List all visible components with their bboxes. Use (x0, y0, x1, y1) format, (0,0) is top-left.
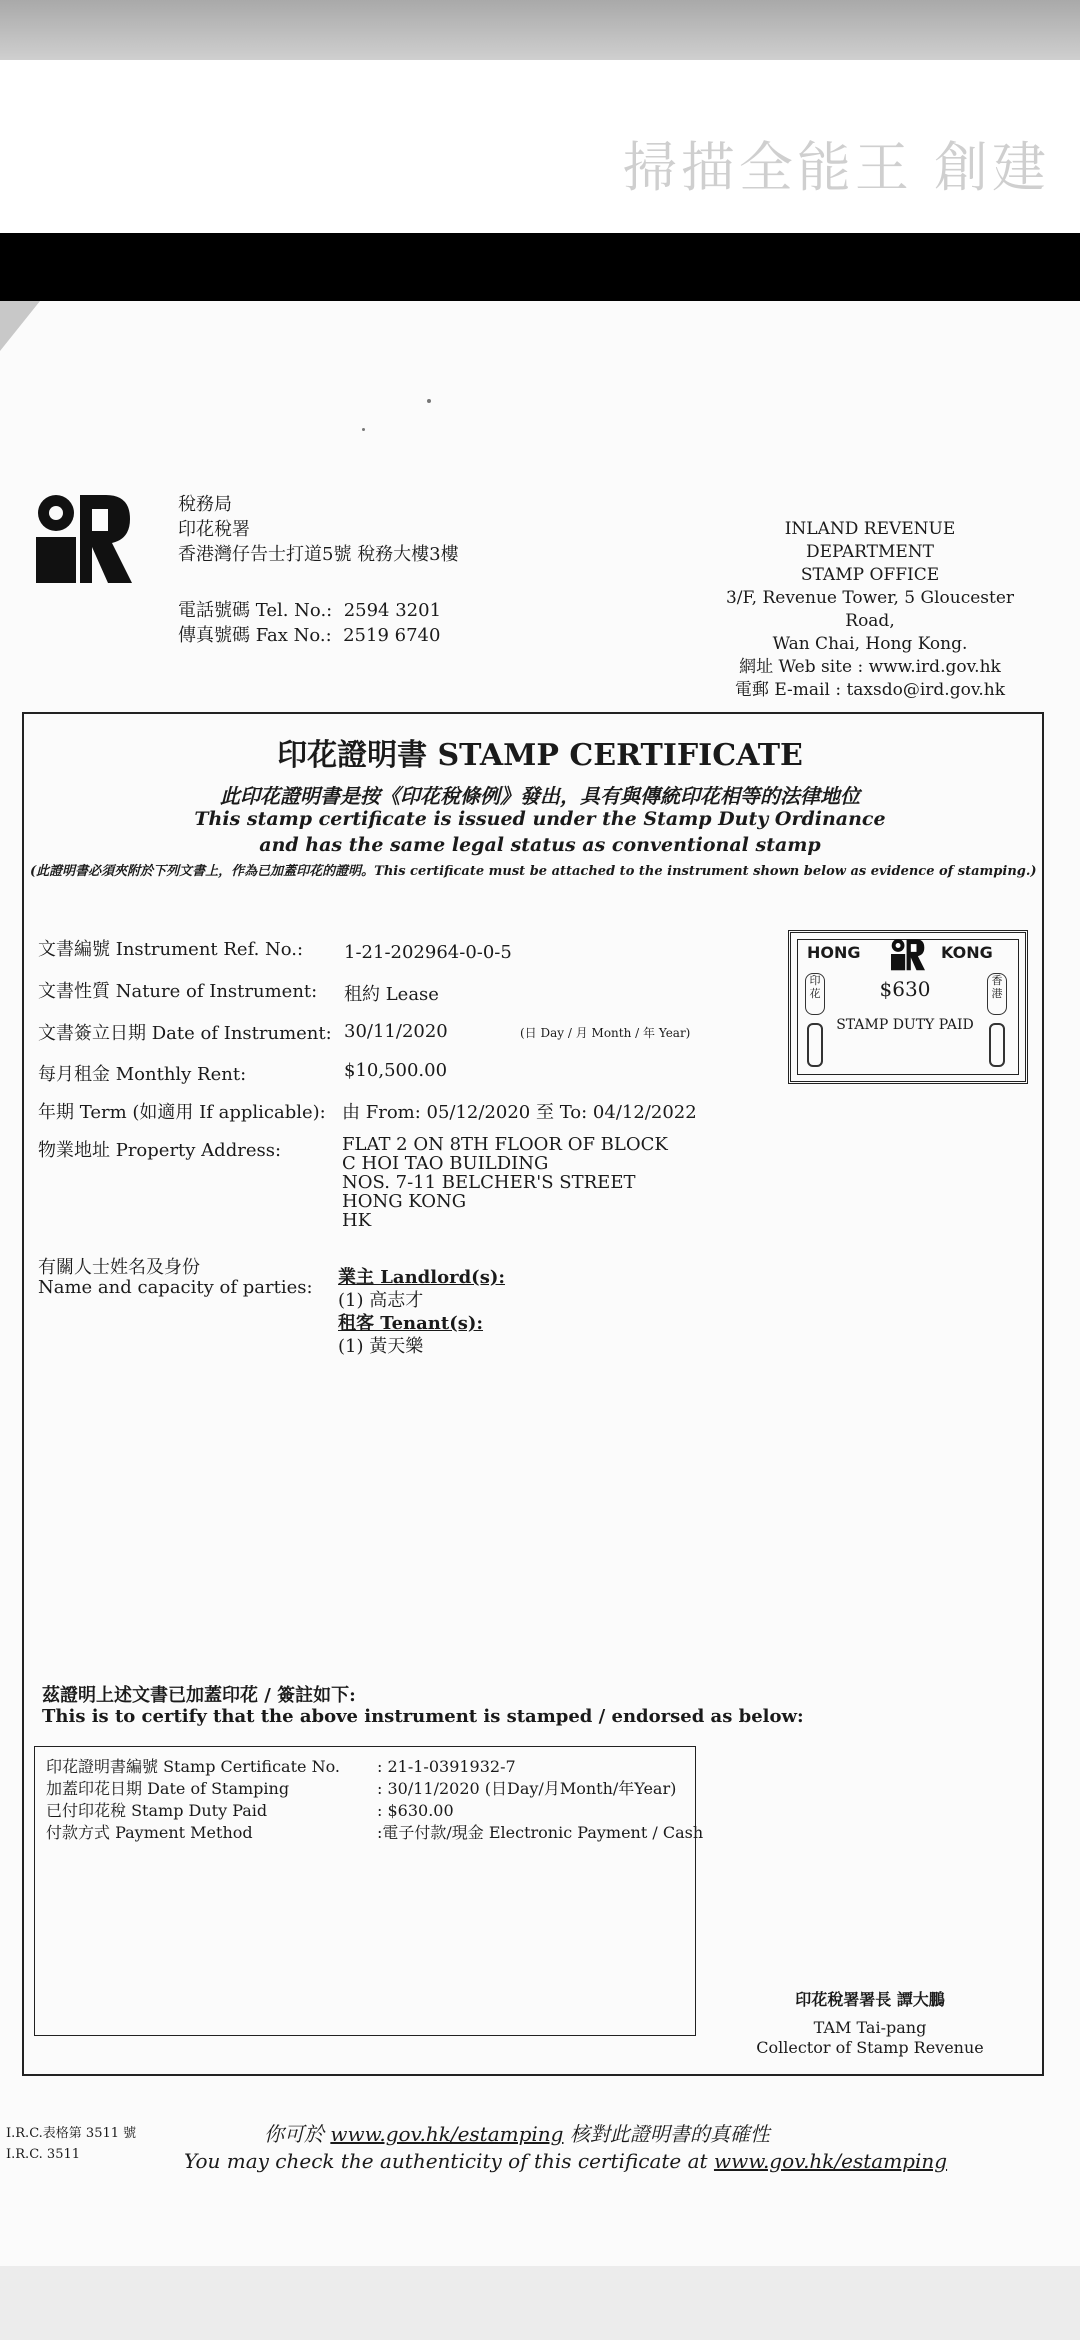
paper-corner-shadow (0, 301, 40, 351)
stamp-cert-no: : 21-1-0391932-7 (377, 1757, 516, 1776)
stamp-label: STAMP DUTY PAID (836, 1017, 974, 1033)
tel-label: 電話號碼 Tel. No.: (178, 600, 333, 621)
endorsement-labels (46, 1756, 340, 1844)
ird-logo-icon (34, 489, 134, 585)
fax-value: 2519 6740 (343, 625, 441, 646)
address-line: C HOI TAO BUILDING (342, 1153, 549, 1174)
header-line: 電郵 E-mail : taxsdo@ird.gov.hk (734, 680, 1006, 700)
verify-en (184, 2149, 947, 2173)
speck (362, 428, 365, 431)
header-line: Wan Chai, Hong Kong. (772, 634, 968, 654)
stamp-kong: KONG (941, 943, 993, 962)
address-label: 物業地址 Property Address: (38, 1140, 282, 1161)
address-line: NOS. 7-11 BELCHER'S STREET (342, 1172, 636, 1193)
header-line: 3/F, Revenue Tower, 5 Gloucester Road, (725, 588, 1015, 631)
seal-right-text: 香港 (991, 974, 1003, 1000)
header-line: 網址 Web site : www.ird.gov.hk (739, 657, 1001, 677)
endorsement-label: 付款方式 Payment Method (46, 1823, 253, 1842)
address-line: HONG KONG (342, 1191, 467, 1212)
form-number (6, 2123, 136, 2165)
stamping-date: : 30/11/2020 (日Day/月Month/年Year) (377, 1779, 677, 1798)
parties-value (338, 1266, 505, 1358)
verify-link-en[interactable]: www.gov.hk/estamping (713, 2149, 948, 2173)
ref-label: 文書編號 Instrument Ref. No.: (38, 939, 304, 960)
parties-label-en: Name and capacity of parties: (38, 1277, 313, 1298)
scroll-right-icon (989, 1023, 1005, 1067)
date-label: 文書簽立日期 Date of Instrument: (38, 1023, 332, 1044)
header-right-address (720, 518, 1020, 702)
address-line: FLAT 2 ON 8TH FLOOR OF BLOCK (342, 1134, 668, 1155)
header-line: STAMP OFFICE (800, 565, 940, 585)
signature-cn: 印花稅署署長 譚大鵬 (795, 1990, 945, 2009)
landlord-label: 業主 Landlord(s): (338, 1267, 505, 1288)
stamp-duty-seal (788, 930, 1028, 1084)
endorsement-label: 已付印花稅 Stamp Duty Paid (46, 1801, 268, 1820)
verify-cn (264, 2118, 770, 2147)
endorsement-label: 加蓋印花日期 Date of Stamping (46, 1779, 290, 1798)
form-number-cn: I.R.C.表格第 3511 號 (6, 2126, 137, 2141)
rent-label: 每月租金 Monthly Rent: (38, 1064, 247, 1085)
landlord-value: (1) 高志才 (338, 1290, 424, 1311)
term-value: 由 From: 05/12/2020 至 To: 04/12/2022 (342, 1102, 697, 1123)
top-status-bar (0, 0, 1080, 60)
term-label: 年期 Term (如適用 If applicable): (38, 1102, 326, 1123)
header-contact (178, 598, 441, 648)
date-value: 30/11/2020 (344, 1021, 448, 1042)
ref-value: 1-21-202964-0-0-5 (344, 942, 512, 963)
stamp-logo-icon (889, 937, 927, 975)
header-line: 香港灣仔告士打道5號 稅務大樓3樓 (178, 544, 459, 565)
endorsement-label: 印花證明書編號 Stamp Certificate No. (46, 1757, 341, 1776)
subtitle-cn: 此印花證明書是按《印花稅條例》發出，具有與傳統印花相等的法律地位 (220, 784, 860, 808)
signature-block (740, 1990, 1000, 2058)
scroll-left-icon (807, 1023, 823, 1067)
address-line: HK (342, 1210, 372, 1231)
header-line: 稅務局 (178, 494, 232, 515)
certify-cn: 茲證明上述文書已加蓋印花 / 簽註如下: (42, 1685, 356, 1706)
nature-label: 文書性質 Nature of Instrument: (38, 981, 318, 1002)
verify-link-cn[interactable]: www.gov.hk/estamping (330, 2122, 564, 2146)
attach-note: (此證明書必須夾附於下列文書上，作為已加蓋印花的證明。This certificate must be attached to the instrument shown below as evidence of stamping.) (30, 864, 1037, 879)
endorsement-values (377, 1756, 703, 1844)
certificate-title: 印花證明書 STAMP CERTIFICATE (277, 738, 803, 773)
date-format: (日 Day / 月 Month / 年 Year) (520, 1026, 691, 1040)
stamp-amount: $630 (879, 977, 931, 1001)
seal-left-icon (805, 973, 825, 1015)
subtitle-en-2: and has the same legal status as conventional stamp (259, 834, 821, 856)
form-number-en: I.R.C. 3511 (6, 2147, 81, 2162)
seal-right-icon (987, 973, 1007, 1015)
rent-value: $10,500.00 (344, 1060, 448, 1081)
nature-value: 租約 Lease (344, 984, 439, 1005)
header-line: INLAND REVENUE DEPARTMENT (784, 519, 956, 562)
scanner-watermark: 掃描全能王 創建 (622, 136, 1050, 199)
duty-paid: : $630.00 (377, 1801, 454, 1820)
signature-title: Collector of Stamp Revenue (756, 2038, 984, 2057)
bottom-bar (0, 2266, 1080, 2340)
fax-label: 傳真號碼 Fax No.: (178, 625, 332, 646)
verify-cn-pre: 你可於 (264, 2122, 331, 2146)
header-line: 印花稅署 (178, 519, 250, 540)
black-bar (0, 233, 1080, 301)
tenant-value: (1) 黃天樂 (338, 1336, 424, 1357)
verify-cn-post: 核對此證明書的真確性 (563, 2122, 770, 2146)
seal-left-text: 印花 (809, 974, 821, 1000)
signature-name: TAM Tai-pang (813, 2018, 927, 2037)
parties-label (38, 1258, 313, 1298)
payment-method: :電子付款/現金 Electronic Payment / Cash (377, 1823, 704, 1842)
subtitle-en-1: This stamp certificate is issued under the Stamp Duty Ordinance (194, 808, 886, 830)
stamp-hong: HONG (807, 943, 861, 962)
speck (427, 399, 431, 403)
certify-en: This is to certify that the above instrument is stamped / endorsed as below: (42, 1706, 804, 1727)
tenant-label: 租客 Tenant(s): (338, 1313, 484, 1334)
address-value (342, 1135, 668, 1230)
header-left-address (178, 492, 459, 567)
verify-en-pre: You may check the authenticity of this certificate at (184, 2149, 714, 2173)
parties-label-cn: 有關人士姓名及身份 (38, 1257, 200, 1278)
tel-value: 2594 3201 (343, 600, 442, 621)
